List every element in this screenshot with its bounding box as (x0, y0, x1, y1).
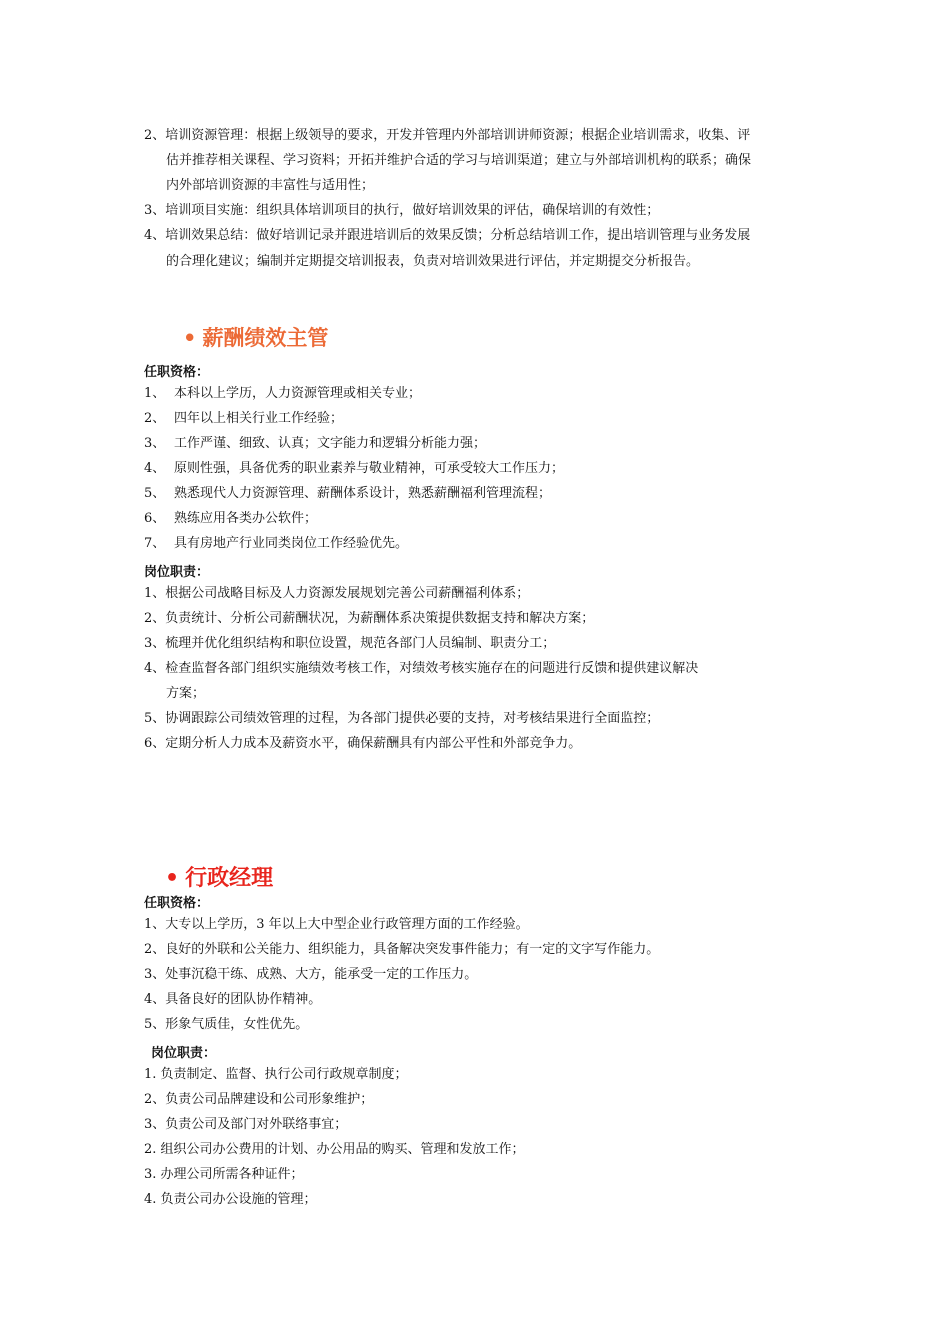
duties-label: 岗位职责： (151, 1046, 217, 1061)
qualifications-label: 任职资格： (144, 365, 210, 380)
list-item: 4、具备良好的团队协作精神。 (144, 992, 322, 1007)
list-item: 6、定期分析人力成本及薪资水平，确保薪酬具有内部公平性和外部竞争力。 (144, 736, 582, 751)
list-item: 5、协调跟踪公司绩效管理的过程，为各部门提供必要的支持，对考核结果进行全面监控； (144, 711, 660, 726)
top-item-4-line-1: 4、培训效果总结：做好培训记录并跟进培训后的效果反馈；分析总结培训工作，提出培训管理与业务发展 (144, 228, 751, 243)
list-item: 5、 熟悉现代人力资源管理、薪酬体系设计，熟悉薪酬福利管理流程； (144, 486, 552, 501)
list-item: 3、处事沉稳干练、成熟、大方，能承受一定的工作压力。 (144, 967, 478, 982)
qualifications-label: 任职资格： (144, 896, 210, 911)
top-item-2-line-3: 内外部培训资源的丰富性与适用性； (166, 178, 375, 193)
list-item: 7、 具有房地产行业同类岗位工作经验优先。 (144, 536, 409, 551)
list-item: 1、大专以上学历，3 年以上大中型企业行政管理方面的工作经验。 (144, 917, 529, 932)
list-item: 3、负责公司及部门对外联络事宜； (144, 1117, 348, 1132)
list-item: 3、梳理并优化组织结构和职位设置，规范各部门人员编制、职责分工； (144, 636, 556, 651)
top-item-2-line-2: 估并推荐相关课程、学习资料；开拓并维护合适的学习与培训渠道；建立与外部培训机构的联系；确保 (166, 153, 752, 168)
section-title-text: 行政经理 (185, 866, 274, 891)
list-item: 5、形象气质佳，女性优先。 (144, 1017, 309, 1032)
list-item: 2、良好的外联和公关能力、组织能力，具备解决突发事件能力；有一定的文字写作能力。 (144, 942, 660, 957)
section-title-text: 薪酬绩效主管 (202, 326, 329, 350)
list-item: 1、 本科以上学历，人力资源管理或相关专业； (144, 386, 422, 401)
section-title-compensation (183, 322, 328, 352)
list-item: 2. 组织公司办公费用的计划、办公用品的购买、管理和发放工作； (144, 1142, 525, 1157)
list-item: 2、负责公司品牌建设和公司形象维护； (144, 1092, 374, 1107)
section-title-admin-manager (165, 861, 273, 892)
list-item: 4、检查监督各部门组织实施绩效考核工作，对绩效考核实施存在的问题进行反馈和提供建议解决 (144, 661, 699, 676)
bullet-icon: • (183, 326, 197, 350)
list-item: 4、 原则性强，具备优秀的职业素养与敬业精神，可承受较大工作压力； (144, 461, 565, 476)
list-item: 3. 办理公司所需各种证件； (144, 1167, 304, 1182)
list-item: 3、 工作严谨、细致、认真；文字能力和逻辑分析能力强； (144, 436, 487, 451)
list-item: 2、负责统计、分析公司薪酬状况，为薪酬体系决策提供数据支持和解决方案； (144, 611, 595, 626)
list-item: 1. 负责制定、监督、执行公司行政规章制度； (144, 1067, 408, 1082)
duties-label: 岗位职责： (144, 565, 210, 580)
top-item-4-line-2: 的合理化建议；编制并定期提交培训报表，负责对培训效果进行评估，并定期提交分析报告。 (166, 254, 700, 269)
top-item-2-line-1: 2、培训资源管理：根据上级领导的要求，开发并管理内外部培训讲师资源；根据企业培训需求，收集、评 (144, 128, 751, 143)
list-item: 2、 四年以上相关行业工作经验； (144, 411, 344, 426)
top-item-2-num: 2、 (144, 128, 166, 143)
list-item: 6、 熟练应用各类办公软件； (144, 511, 318, 526)
list-item: 4. 负责公司办公设施的管理； (144, 1192, 317, 1207)
top-item-4-num: 4、 (144, 228, 166, 243)
bullet-icon: • (165, 866, 180, 891)
top-item-3-line-1: 3、培训项目实施：组织具体培训项目的执行，做好培训效果的评估，确保培训的有效性； (144, 203, 660, 218)
top-item-3-num: 3、 (144, 203, 166, 218)
list-item: 1、根据公司战略目标及人力资源发展规划完善公司薪酬福利体系； (144, 586, 530, 601)
list-item-continuation: 方案； (166, 686, 206, 701)
